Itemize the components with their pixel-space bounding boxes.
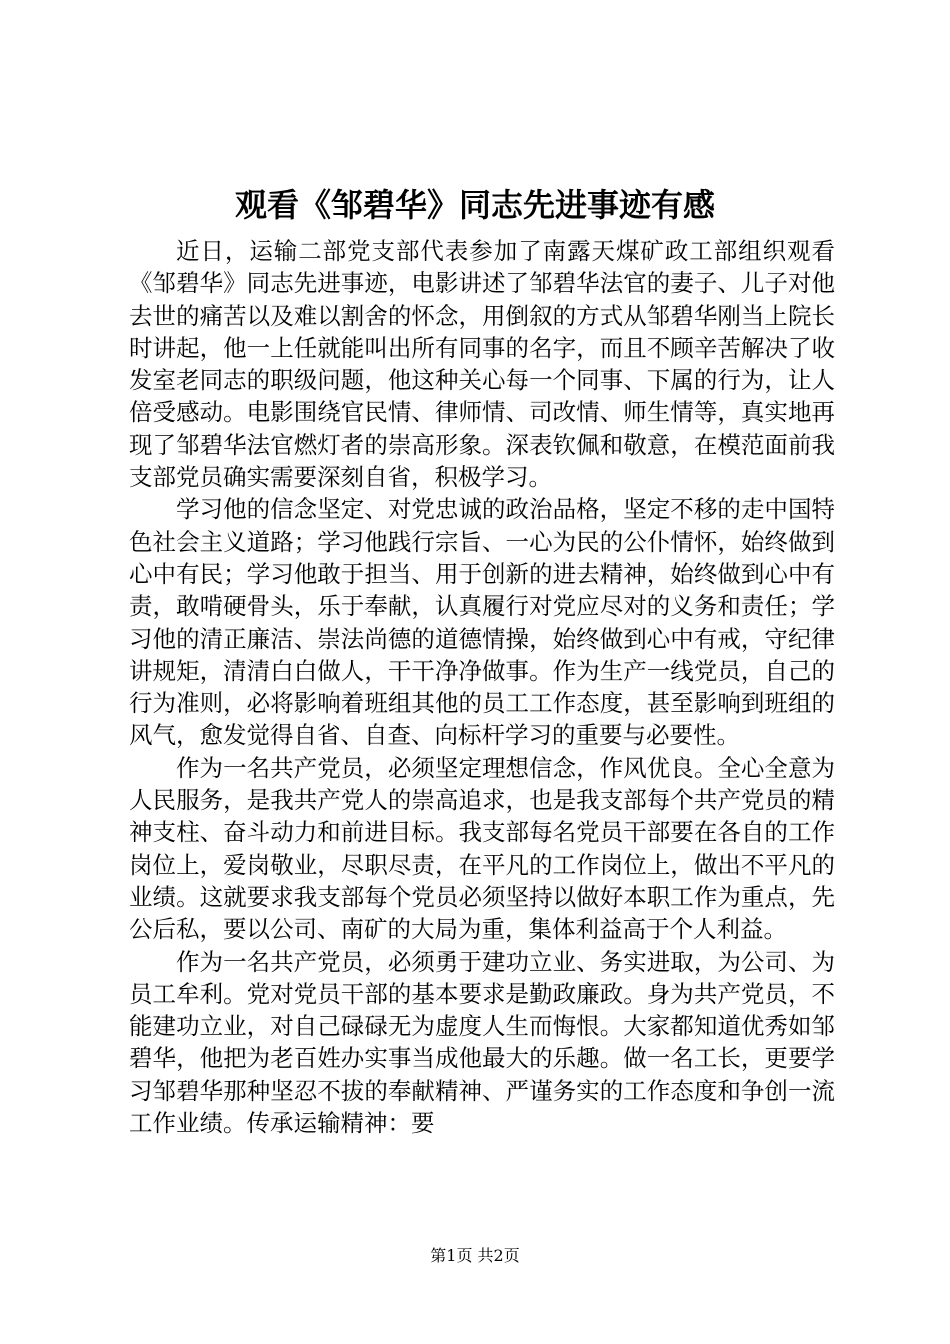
paragraph-1: 近日，运输二部党支部代表参加了南露天煤矿政工部组织观看《邹碧华》同志先进事迹，电影讲述了邹碧华法官的妻子、儿子对他去世的痛苦以及难以割舍的怀念，用倒叙的方式从邹碧华刚当上院长时讲起，他一上任就能叫出所有同事的名字，而且不顾辛苦解决了收发室老同志的职级问题，他这种关心每一个同事、下属的行为，让人倍受感动。电影围绕官民情、律师情、司改情、师生情等，真实地再现了邹碧华法官燃灯者的崇高形象。深表钦佩和敬意，在模范面前我支部党员确实需要深刻自省，积极学习。 — [129, 237, 835, 492]
document-title: 观看《邹碧华》同志先进事迹有感 — [234, 186, 715, 224]
paragraph-3: 作为一名共产党员，必须坚定理想信念，作风优良。全心全意为人民服务，是我共产党人的崇高追求，也是我支部每个共产党员的精神支柱、奋斗动力和前进目标。我支部每名党员干部要在各自的工作岗位上，爱岗敬业，尽职尽责，在平凡的工作岗位上，做出不平凡的业绩。这就要求我支部每个党员必须坚持以做好本职工作为重点，先公后私，要以公司、南矿的大局为重，集体利益高于个人利益。 — [129, 753, 835, 944]
page-footer: 第1页 共2页 — [430, 1246, 520, 1265]
document-body — [129, 235, 835, 1139]
paragraph-2: 学习他的信念坚定、对党忠诚的政治品格，坚定不移的走中国特色社会主义道路；学习他践行宗旨、一心为民的公仆情怀，始终做到心中有民；学习他敢于担当、用于创新的进去精神，始终做到心中有责，敢啃硬骨头，乐于奉献，认真履行对党应尽对的义务和责任；学习他的清正廉洁、崇法尚德的道德情操，始终做到心中有戒，守纪律讲规矩，清清白白做人，干干净净做事。作为生产一线党员，自己的行为准则，必将影响着班组其他的员工工作态度，甚至影响到班组的风气，愈发觉得自省、自查、向标杆学习的重要与必要性。 — [129, 495, 835, 750]
paragraph-4: 作为一名共产党员，必须勇于建功立业、务实进取，为公司、为员工牟利。党对党员干部的基本要求是勤政廉政。身为共产党员，不能建功立业，对自己碌碌无为虚度人生而悔恨。大家都知道优秀如邹碧华，他把为老百姓办实事当成他最大的乐趣。做一名工长，更要学习邹碧华那种坚忍不拔的奉献精神、严谨务实的工作态度和争创一流工作业绩。传承运输精神：要 — [129, 947, 835, 1138]
